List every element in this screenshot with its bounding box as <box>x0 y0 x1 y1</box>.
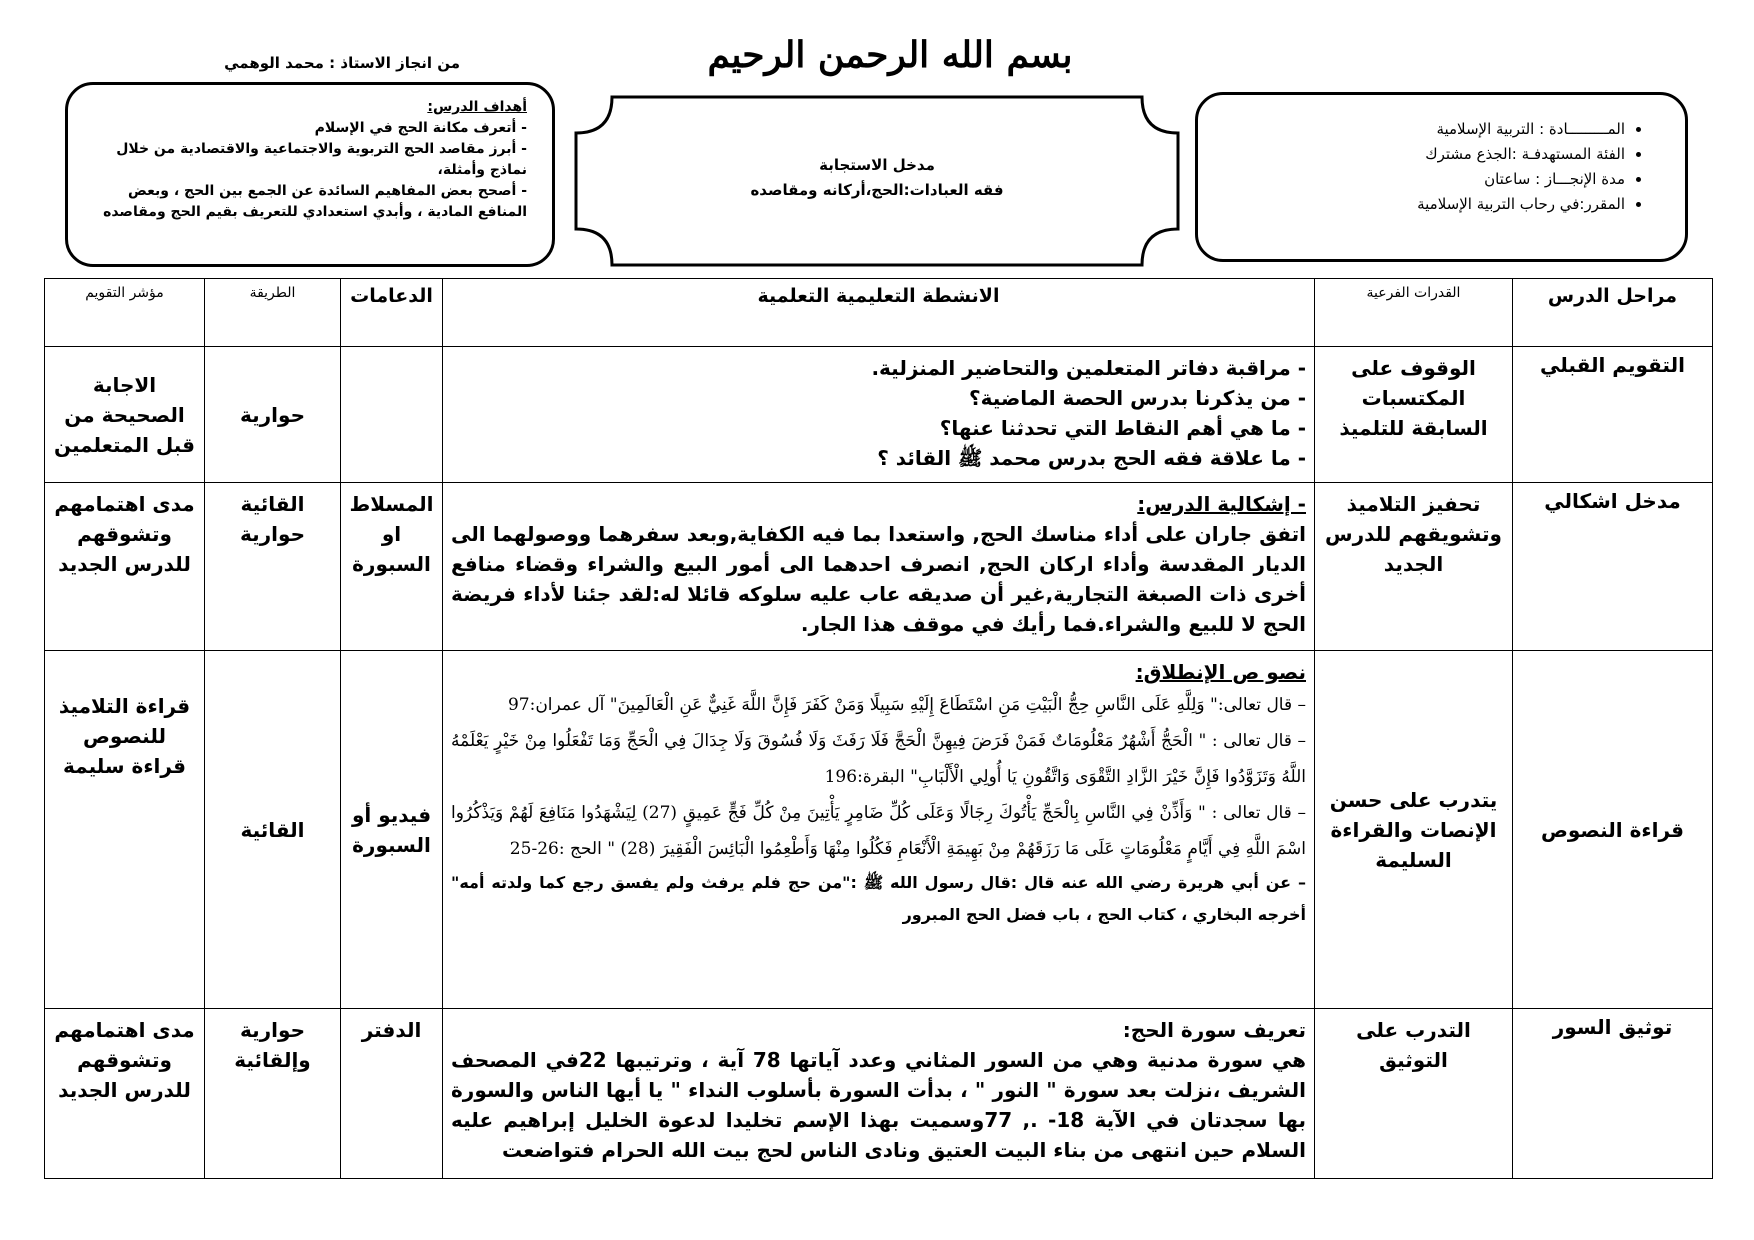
info-target-group: • الفئة المستهدفـة :الجذع مشترك <box>1417 142 1625 167</box>
activities-cell <box>443 347 1315 483</box>
goal-item: - أتعرف مكانة الحج في الإسلام <box>314 120 527 136</box>
info-subject: • المـــــــــادة : التربية الإسلامية <box>1417 117 1625 142</box>
capacity-cell: تحفيز التلاميذ وتشويقهم للدرس الجديد <box>1315 483 1513 651</box>
lesson-name: فقه العبادات:الحج،أركانه ومقاصده <box>750 181 1004 199</box>
problem-title: - إشكالية الدرس: <box>1137 492 1306 516</box>
indicator-cell: الاجابة الصحيحة من قبل المتعلمين <box>45 347 205 483</box>
header-activities: الانشطة التعليمية التعلمية <box>443 279 1315 347</box>
capacity-cell: التدرب على التوثيق <box>1315 1009 1513 1179</box>
table-row <box>45 651 1713 1009</box>
activities-cell <box>443 651 1315 1009</box>
indicator-cell: قراءة التلاميذ للنصوص قراءة سليمة <box>45 651 205 1009</box>
supports-cell <box>341 347 443 483</box>
header-indicator: مؤشر التقويم <box>45 279 205 347</box>
problem-text: اتفق جاران على أداء مناسك الحج, واستعدا بما فيه الكفاية,وبعد سفرهما ووصولهما الى الديار المقدسة وأداء اركان الحج, انصرف احدهما الى أمور البيع والشراء وقضاء منافع أخرى ذات الصبغة التجارية,غير أن صديقه عاب عليه سلوكه قائلا له:لقد جئنا لأداء فريضة الحج لا للبيع والشراء.فما رأيك في موقف هذا الجار. <box>451 522 1306 636</box>
capacity-cell: يتدرب على حسن الإنصات والقراءة السليمة <box>1315 651 1513 1009</box>
stage-cell: التقويم القبلي <box>1513 347 1713 483</box>
texts-title: نصو ص الإنطلاق: <box>1135 660 1306 684</box>
lesson-plan-table <box>44 278 1713 1179</box>
header-method: الطريقة <box>205 279 341 347</box>
lesson-goals-box <box>65 82 555 267</box>
info-textbook: • المقرر:في رحاب التربية الإسلامية <box>1417 192 1625 217</box>
goal-item: - أبرز مقاصد الحج التربوية والاجتماعية والاقتصادية من خلال نماذج وأمثلة، <box>116 141 527 178</box>
table-row <box>45 1009 1713 1179</box>
activities-cell <box>443 483 1315 651</box>
table-row <box>45 483 1713 651</box>
capacity-cell: الوقوف على المكتسبات السابقة للتلميذ <box>1315 347 1513 483</box>
author-line: من انجاز الاستاذ : محمد الوهمي <box>224 54 460 72</box>
quran-verse: – قال تعالى : " وَأَذِّنْ فِي النَّاسِ بِالْحَجِّ يَأْتُوكَ رِجَالًا وَعَلَى كُلِّ ضَامِرٍ يَأْتِينَ مِنْ كُلِّ فَجٍّ عَمِيقٍ (27) لِيَشْهَدُوا مَنَافِعَ لَهُمْ وَيَذْكُرُوا اسْمَ اللَّهِ فِي أَيَّامٍ مَعْلُومَاتٍ عَلَى مَا رَزَقَهُمْ مِنْ بَهِيمَةِ الْأَنْعَامِ فَكُلُوا مِنْهَا وَأَطْعِمُوا الْبَائِسَ الْفَقِيرَ (28) " الحج :26-25 <box>451 803 1306 859</box>
quran-verse: – قال تعالى:" وَلِلَّهِ عَلَى النَّاسِ حِجُّ الْبَيْتِ مَنِ اسْتَطَاعَ إِلَيْهِ سَبِيلًا وَمَنْ كَفَرَ فَإِنَّ اللَّهَ غَنِيٌّ عَنِ الْعَالَمِينَ" آل عمران:97 <box>507 695 1306 715</box>
stage-cell: قراءة النصوص <box>1513 651 1713 1009</box>
quran-verse: – قال تعالى : " الْحَجُّ أَشْهُرٌ مَعْلُومَاتٌ فَمَنْ فَرَضَ فِيهِنَّ الْحَجَّ فَلَا رَفَثَ وَلَا فُسُوقَ وَلَا جِدَالَ فِي الْحَجِّ وَمَا تَفْعَلُوا مِنْ خَيْرٍ يَعْلَمْهُ اللَّهُ وَتَزَوَّدُوا فَإِنَّ خَيْرَ الزَّادِ التَّقْوَى وَاتَّقُونِ يَا أُولِي الْأَلْبَابِ" البقرة:196 <box>451 731 1306 787</box>
table-header-row <box>45 279 1713 347</box>
course-info-box <box>1195 92 1688 262</box>
course-info-list <box>1417 117 1643 217</box>
surah-text: هي سورة مدنية وهي من السور المثاني وعدد آياتها 78 آية ، وترتيبها 22في المصحف الشريف ،نزلت بعد سورة " النور " ، بدأت السورة بأسلوب النداء " يا أيها الناس والسورة بها سجدتان في الآية 18- ., 77وسميت بهذا الإسم تخليدا لدعوة الخليل إبراهيم عليه السلام حين انتهى من بناء البيت العتيق ونادى الناس لحج بيت الله الحرام فتواضعت <box>451 1048 1307 1162</box>
supports-cell: فيديو أو السبورة <box>341 651 443 1009</box>
basmala-title: بسم الله الرحمن الرحيم <box>707 34 1073 76</box>
header-supports: الدعامات <box>341 279 443 347</box>
method-cell: القائية حوارية <box>205 483 341 651</box>
stage-cell: مدخل اشكالي <box>1513 483 1713 651</box>
lesson-title-box <box>572 95 1182 267</box>
stage-cell: توثيق السور <box>1513 1009 1713 1179</box>
lesson-unit: مدخل الاستجابة <box>819 156 935 174</box>
table-row <box>45 347 1713 483</box>
method-cell: حوارية وإلقائية <box>205 1009 341 1179</box>
method-cell: القائية <box>205 651 341 1009</box>
activity-line: - من يذكرنا بدرس الحصة الماضية؟ <box>969 386 1306 410</box>
goals-title: أهداف الدرس: <box>427 99 527 115</box>
header-stage: مراحل الدرس <box>1513 279 1713 347</box>
header-capacities: القدرات الفرعية <box>1315 279 1513 347</box>
hadith-text: – عن أبي هريرة رضي الله عنه قال :قال رسول الله ﷺ :"من حج فلم يرفث ولم يفسق رجع كما ولدته أمه" أخرجه البخاري ، كتاب الحج ، باب فضل الحج المبرور <box>451 873 1306 924</box>
supports-cell: المسلاط او السبورة <box>341 483 443 651</box>
method-cell: حوارية <box>205 347 341 483</box>
supports-cell: الدفتر <box>341 1009 443 1179</box>
surah-title: تعريف سورة الحج: <box>1122 1018 1306 1042</box>
lesson-title <box>572 153 1182 203</box>
info-duration: • مدة الإنجـــاز : ساعتان <box>1417 167 1625 192</box>
activities-cell <box>443 1009 1315 1179</box>
indicator-cell: مدى اهتمامهم وتشوقهم للدرس الجديد <box>45 483 205 651</box>
indicator-cell: مدى اهتمامهم وتشوقهم للدرس الجديد <box>45 1009 205 1179</box>
activity-line: - ما علاقة فقه الحج بدرس محمد ﷺ القائد ؟ <box>877 446 1306 470</box>
activity-line: - مراقبة دفاتر المتعلمين والتحاضير المنزلية. <box>871 356 1306 380</box>
activity-line: - ما هي أهم النقاط التي تحدثنا عنها؟ <box>939 416 1306 440</box>
goal-item: - أصحح بعض المفاهيم السائدة عن الجمع بين الحج ، وبعض المنافع المادية ، وأبدي استعدادي للتعريف بقيم الحج ومقاصده <box>103 183 527 220</box>
